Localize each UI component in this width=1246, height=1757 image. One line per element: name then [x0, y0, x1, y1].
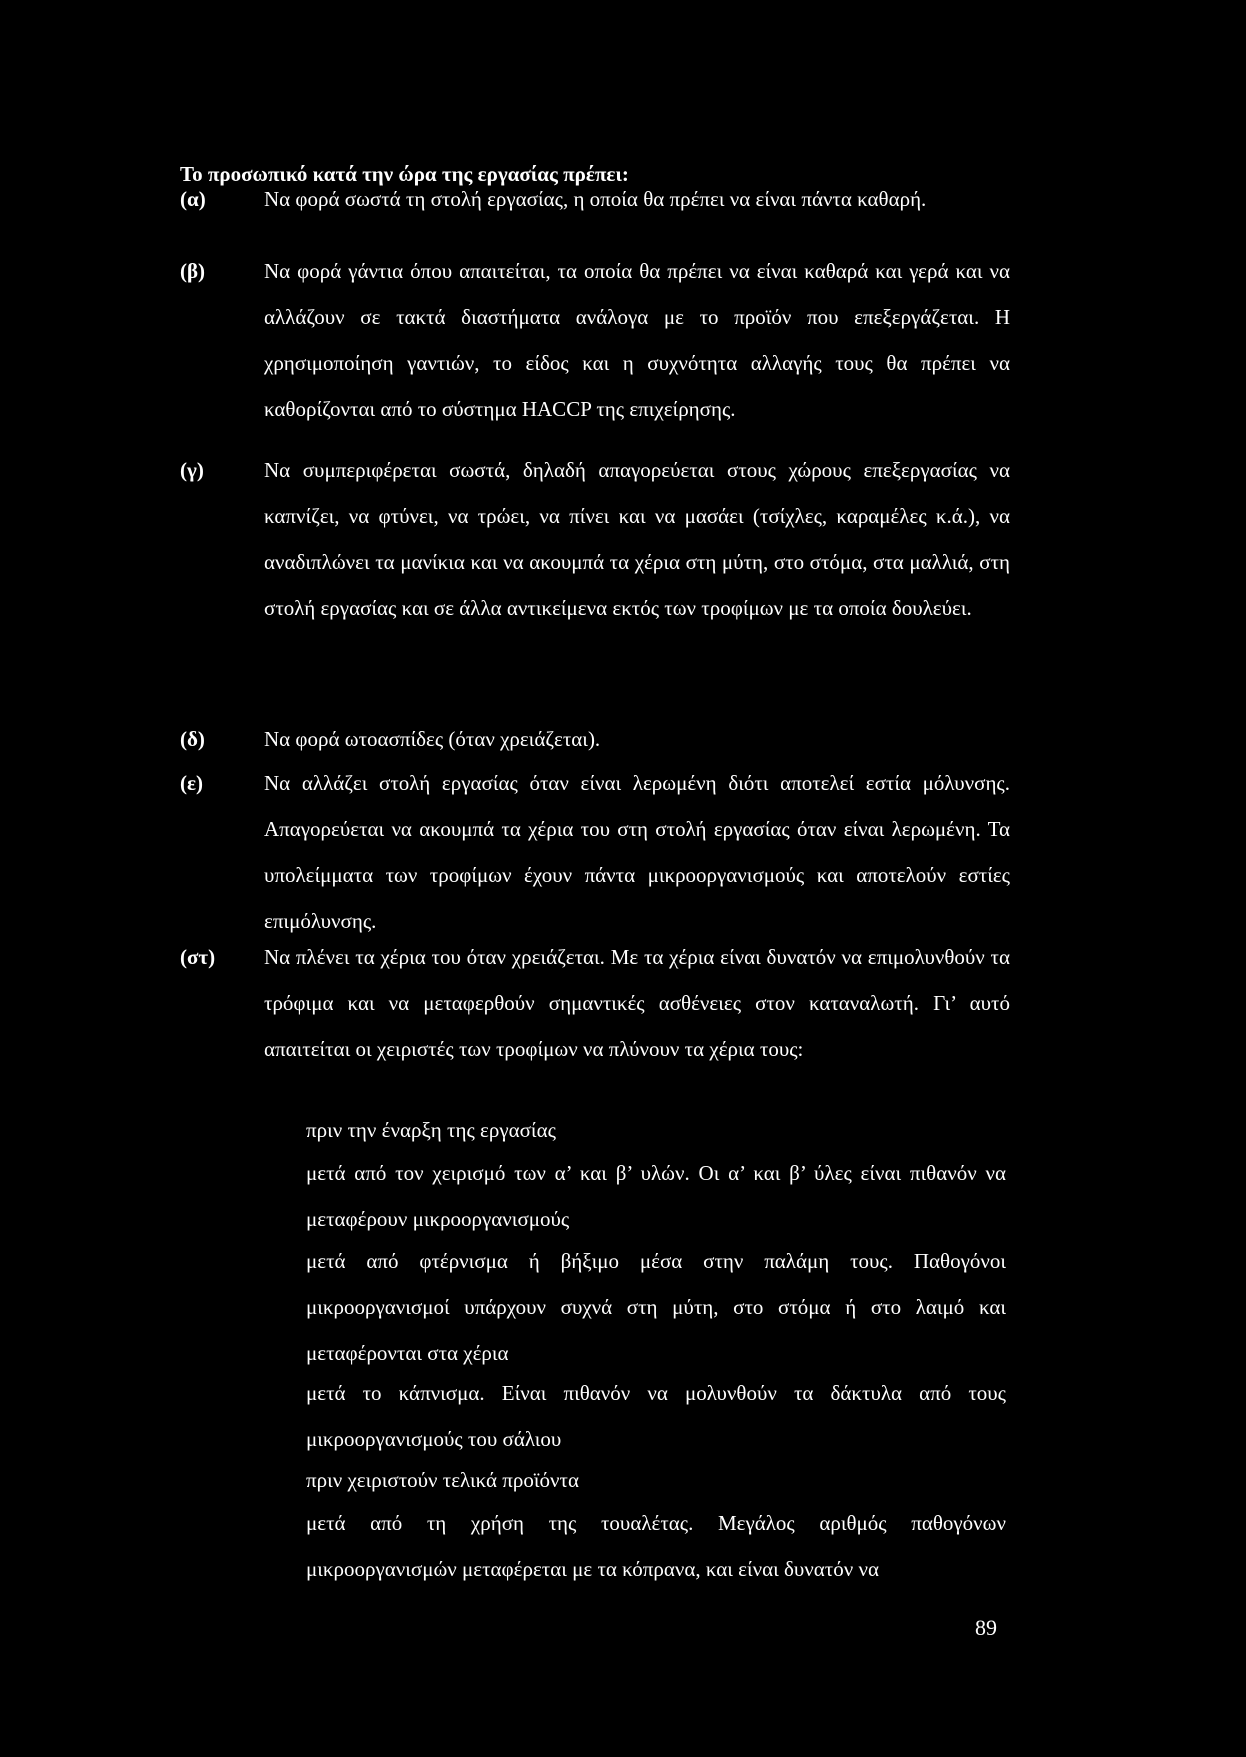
list-item-st: [180, 934, 1010, 1072]
hand-wash-item: μετά το κάπνισμα. Είναι πιθανόν να μολυνθούν τα δάκτυλα από τους μικροοργανισμούς του σάλιου: [306, 1381, 1006, 1451]
list-item-text: Να φορά σωστά τη στολή εργασίας, η οποία θα πρέπει να είναι πάντα καθαρή.: [264, 187, 927, 211]
list-item-text: Να πλένει τα χέρια του όταν χρειάζεται. Με τα χέρια είναι δυνατόν να επιμολυνθούν τα τρόφιμα και να μεταφερθούν σημαντικές ασθένειες στον καταναλωτή. Γι’ αυτό απαιτείται οι χειριστές των τροφίμων να πλύνουν τα χέρια τους:: [264, 945, 1010, 1061]
list-item-b: [180, 248, 1010, 432]
list-marker: (στ): [180, 945, 216, 969]
list-marker: (α): [180, 187, 206, 211]
hand-wash-item: πριν την έναρξη της εργασίας: [306, 1118, 556, 1142]
list-item-text: Να συμπεριφέρεται σωστά, δηλαδή απαγορεύεται στους χώρους επεξεργασίας να καπνίζει, να φτύνει, να τρώει, να πίνει και να μασάει (τσίχλες, καραμέλες κ.ά.), να αναδιπλώνει τα μανίκια και να ακουμπά τα χέρια στη μύτη, στο στόμα, στα μαλλιά, στη στολή εργασίας και σε άλλα αντικείμενα εκτός των τροφίμων με τα οποία δουλεύει.: [264, 458, 1010, 620]
hand-wash-item: μετά από τον χειρισμό των α’ και β’ υλών. Οι α’ και β’ ύλες είναι πιθανόν να μεταφέρουν μικροοργανισμούς: [306, 1161, 1006, 1231]
hand-wash-item: πριν χειριστούν τελικά προϊόντα: [306, 1468, 579, 1492]
hand-wash-item: μετά από φτέρνισμα ή βήξιμο μέσα στην παλάμη τους. Παθογόνοι μικροοργανισμοί υπάρχουν συχνά στη μύτη, στο στόμα ή στο λαιμό και μεταφέρονται στα χέρια: [306, 1249, 1006, 1365]
section-heading: Το προσωπικό κατά την ώρα της εργασίας πρέπει:: [180, 162, 629, 186]
list-item-text: Να αλλάζει στολή εργασίας όταν είναι λερωμένη διότι αποτελεί εστία μόλυνσης. Απαγορεύεται να ακουμπά τα χέρια του στη στολή εργασίας όταν είναι λερωμένη. Τα υπολείμματα των τροφίμων έχουν πάντα μικροοργανισμούς και αποτελούν εστίες επιμόλυνσης.: [264, 771, 1010, 933]
hand-wash-item: μετά από τη χρήση της τουαλέτας. Μεγάλος αριθμός παθογόνων μικροοργανισμών μεταφέρεται με τα κόπρανα, και είναι δυνατόν να: [306, 1511, 1006, 1581]
list-marker: (δ): [180, 727, 205, 751]
list-item-c: [180, 447, 1010, 631]
list-item-d: [180, 716, 1010, 762]
list-marker: (β): [180, 259, 206, 283]
list-item-text: Να φορά ωτοασπίδες (όταν χρειάζεται).: [264, 727, 601, 751]
list-marker: (ε): [180, 771, 203, 795]
list-item-e: [180, 760, 1010, 944]
page-number: 89: [975, 1615, 997, 1640]
list-item-a: [180, 176, 1010, 222]
list-item-text: Να φορά γάντια όπου απαιτείται, τα οποία θα πρέπει να είναι καθαρά και γερά και να αλλάζουν σε τακτά διαστήματα ανάλογα με το προϊόν που επεξεργάζεται. Η χρησιμοποίηση γαντιών, το είδος και η συχνότητα αλλαγής τους θα πρέπει να καθορίζονται από το σύστημα HACCP της επιχείρησης.: [264, 259, 1010, 421]
list-marker: (γ): [180, 458, 204, 482]
